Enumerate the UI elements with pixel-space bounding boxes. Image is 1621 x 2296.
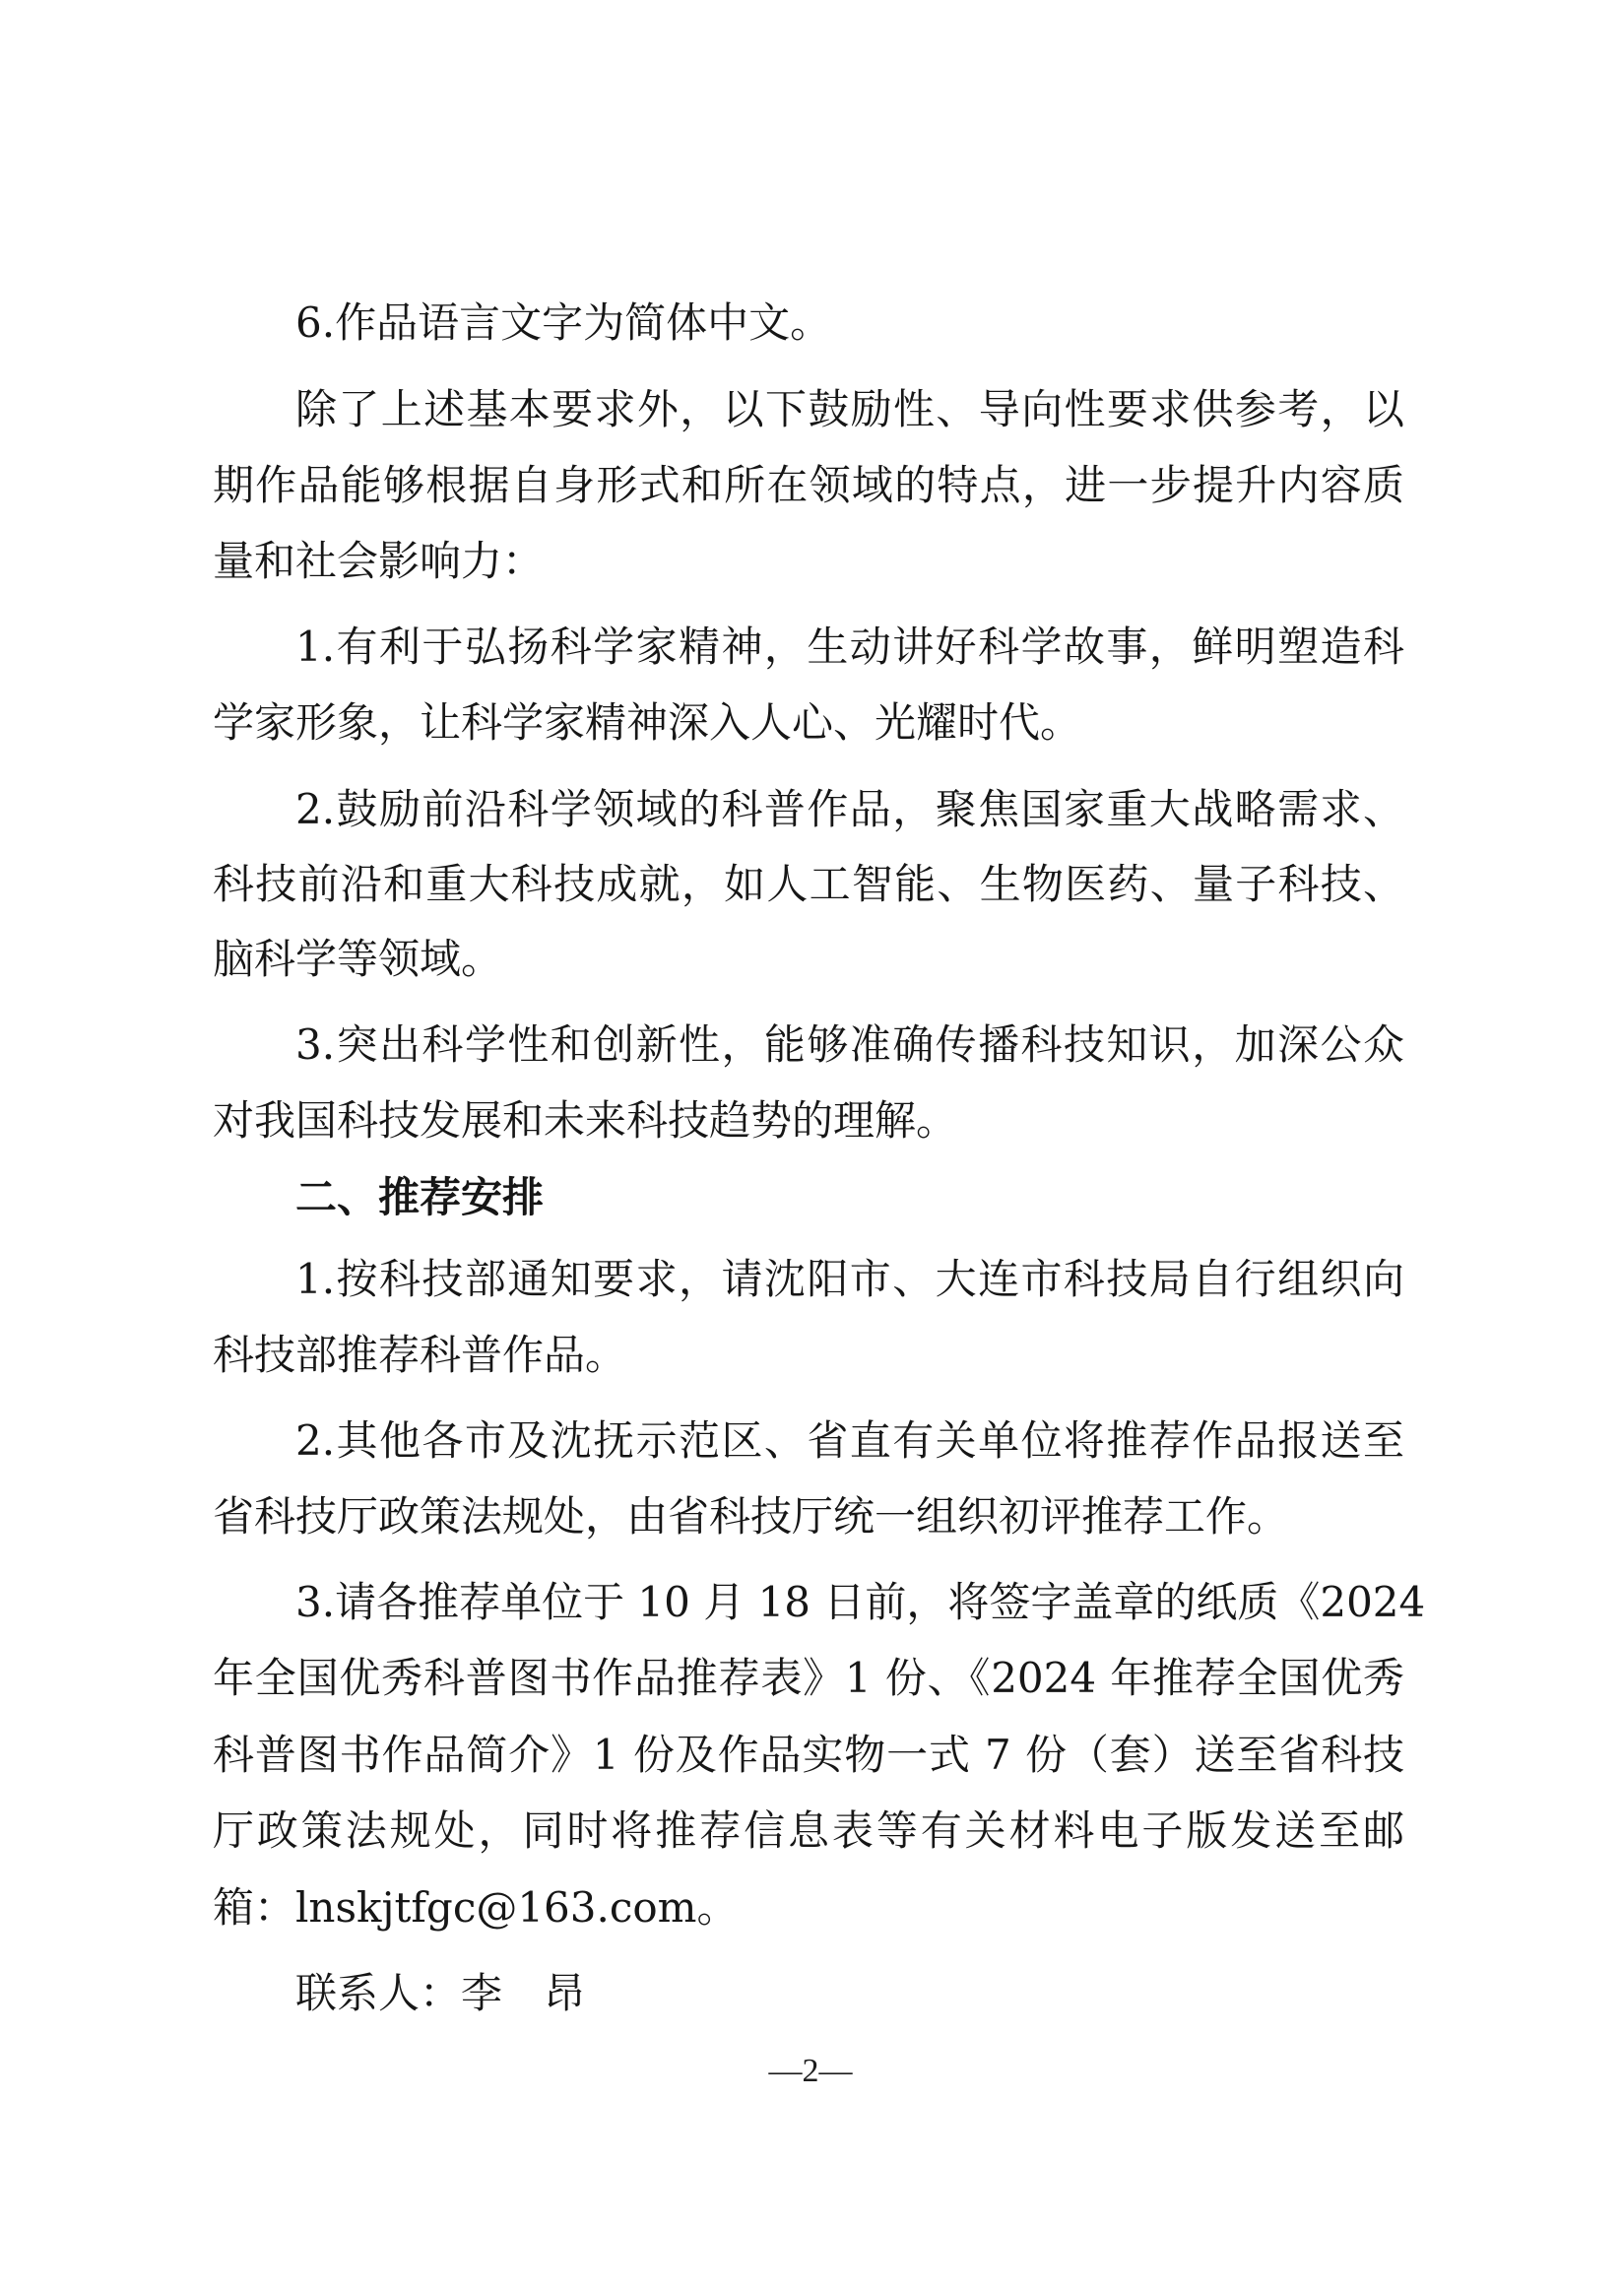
paragraph-encourage-item-3: 3.突出科学性和创新性，能够准确传播科技知识，加深公众 (295, 1020, 1404, 1069)
section-heading-recommendation: 二、推荐安排 (295, 1173, 545, 1221)
paragraph-arrangement-item-3: 3.请各推荐单位于 10 月 18 日前，将签字盖章的纸质《2024 (295, 1578, 1426, 1626)
page-number: —2— (768, 2053, 853, 2089)
paragraph-line: 学家形象，让科学家精神深入人心、光耀时代。 (213, 698, 1082, 747)
paragraph-line: 厅政策法规处，同时将推荐信息表等有关材料电子版发送至邮 (213, 1806, 1404, 1855)
paragraph-line: 省科技厅政策法规处，由省科技厅统一组织初评推荐工作。 (213, 1492, 1289, 1541)
paragraph-arrangement-item-2: 2.其他各市及沈抚示范区、省直有关单位将推荐作品报送至 (295, 1416, 1404, 1465)
paragraph-line: 期作品能够根据自身形式和所在领域的特点，进一步提升内容质 (213, 461, 1404, 509)
paragraph-arrangement-item-1: 1.按科技部通知要求，请沈阳市、大连市科技局自行组织向 (295, 1255, 1404, 1303)
paragraph-line: 科技部推荐科普作品。 (213, 1331, 627, 1379)
paragraph-line: 年全国优秀科普图书作品推荐表》1 份、《2024 年推荐全国优秀 (213, 1654, 1404, 1702)
paragraph-line: 量和社会影响力： (213, 537, 545, 585)
paragraph-encourage-item-2: 2.鼓励前沿科学领域的科普作品，聚焦国家重大战略需求、 (295, 785, 1404, 833)
paragraph-line: 对我国科技发展和未来科技趋势的理解。 (213, 1096, 958, 1145)
paragraph-encourage-item-1: 1.有利于弘扬科学家精神，生动讲好科学故事，鲜明塑造科 (295, 623, 1404, 671)
paragraph-line: 脑科学等领域。 (213, 935, 503, 983)
email-line: 箱：lnskjtfgc@163.com。 (213, 1883, 739, 1932)
paragraph-encouraging-requirements: 除了上述基本要求外，以下鼓励性、导向性要求供参考，以 (295, 385, 1404, 433)
paragraph-line: 科技前沿和重大科技成就，如人工智能、生物医药、量子科技、 (213, 860, 1404, 908)
contact-person: 联系人：李 昂 (295, 1969, 586, 2017)
paragraph-line: 科普图书作品简介》1 份及作品实物一式 7 份（套）送至省科技 (213, 1731, 1404, 1779)
paragraph-item-6-language: 6.作品语言文字为简体中文。 (295, 298, 832, 347)
